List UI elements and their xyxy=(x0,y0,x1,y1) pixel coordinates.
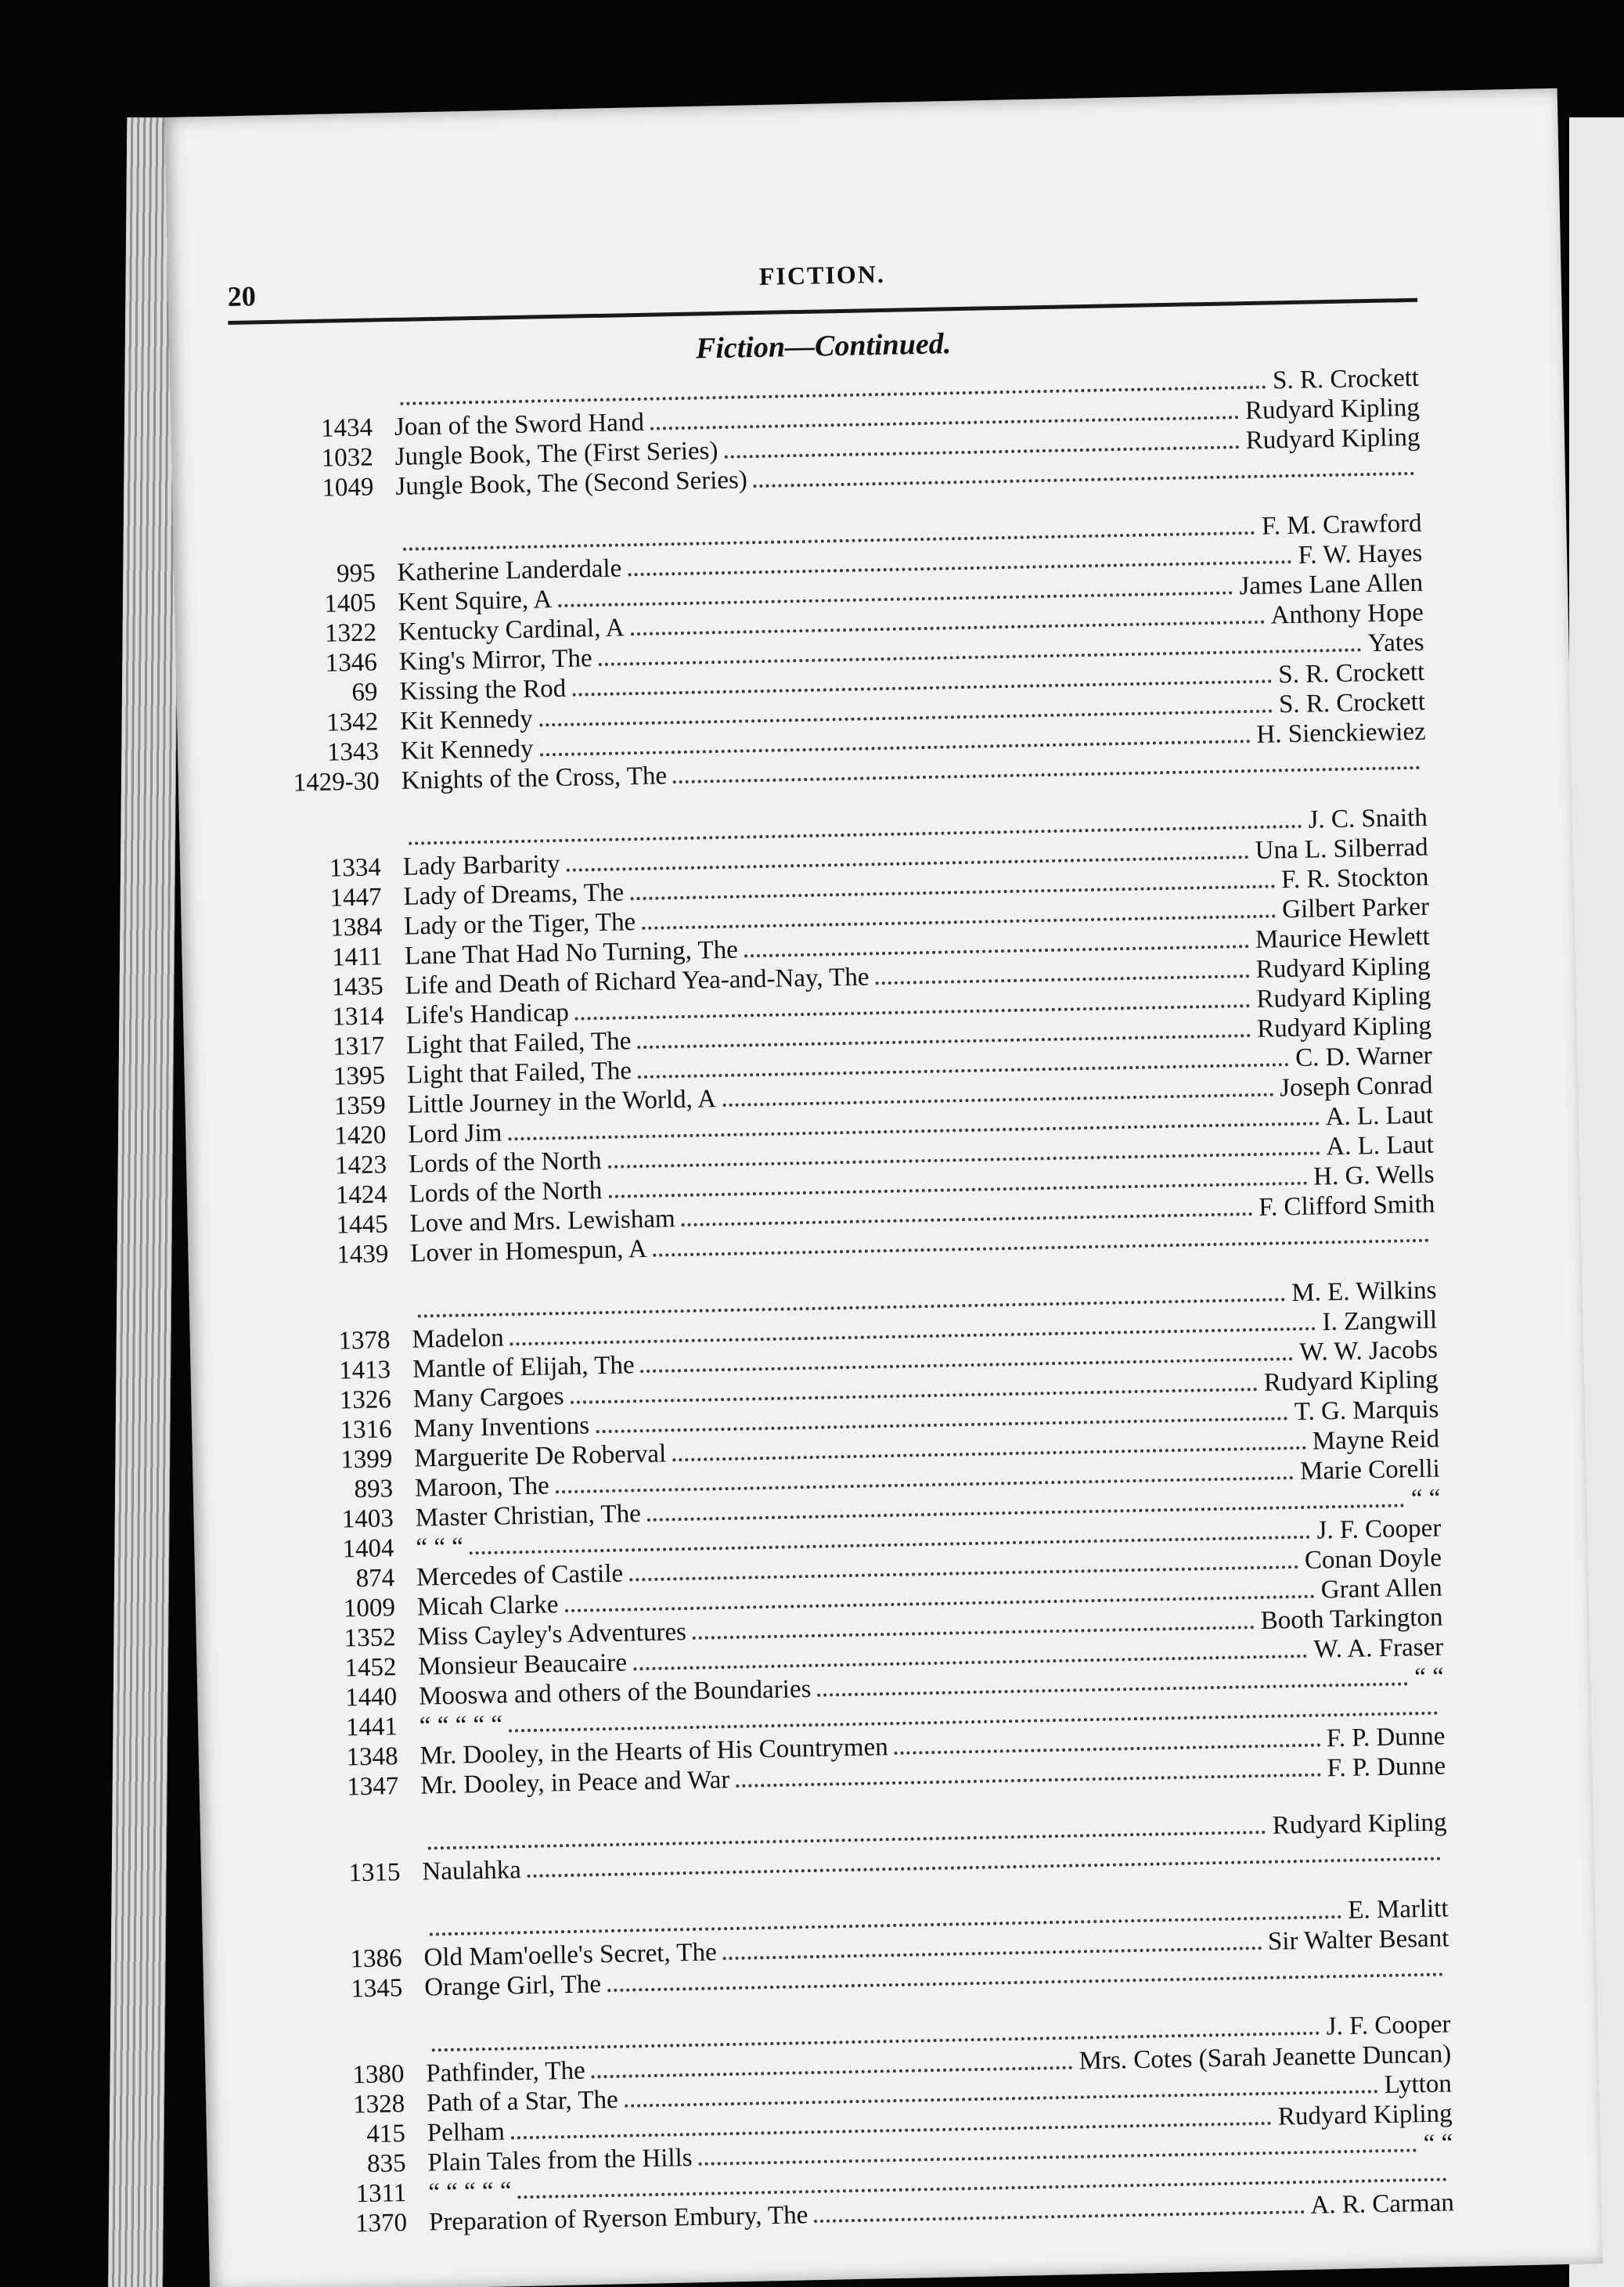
entry-author: Conan Doyle xyxy=(1304,1543,1442,1575)
entry-number: 1429-30 xyxy=(293,767,380,798)
entry-author: Mayne Reid xyxy=(1312,1424,1440,1456)
entry-author: Maurice Hewlett xyxy=(1255,922,1431,954)
entry-author: Rudyard Kipling xyxy=(1244,393,1421,426)
entry-title: Old Mam'oelle's Secret, The xyxy=(423,1938,718,1972)
entry-author: A. L. Laut xyxy=(1325,1100,1434,1132)
entry-author: F. W. Hayes xyxy=(1298,538,1423,570)
entry-number: 1440 xyxy=(344,1683,398,1713)
entry-author: E. Marlitt xyxy=(1347,1894,1449,1925)
entry-author: A. R. Carman xyxy=(1310,2188,1455,2220)
entry-number: 1386 xyxy=(350,1944,402,1974)
entry-number: 1384 xyxy=(329,913,383,942)
entry-author: M. E. Wilkins xyxy=(1291,1276,1437,1308)
entry-title: Lover in Homespun, A xyxy=(409,1234,648,1268)
entry-author: “ “ xyxy=(1423,2129,1453,2159)
entry-author: S. R. Crockett xyxy=(1272,363,1420,395)
entry-title: “ “ “ xyxy=(416,1532,464,1562)
entry-number: 1032 xyxy=(321,443,374,473)
entry-author: “ “ xyxy=(1414,1662,1445,1692)
entry-author: “ “ xyxy=(1410,1484,1441,1514)
entry-number: 1395 xyxy=(333,1061,386,1091)
entry-author: Yates xyxy=(1367,628,1424,658)
entry-number xyxy=(247,1318,412,1321)
entry-author: Mrs. Cotes (Sarah Jeanette Duncan) xyxy=(1078,2040,1452,2076)
entry-title: Mooswa and others of the Boundaries xyxy=(418,1675,812,1711)
entry-title: “ “ “ “ “ xyxy=(419,1710,503,1741)
entry-title: Lord Jim xyxy=(408,1118,502,1149)
entry-title: Naulahka xyxy=(422,1856,522,1886)
entry-number: 1411 xyxy=(331,942,383,972)
entry-author: T. G. Marquis xyxy=(1294,1395,1439,1427)
entry-number: 1311 xyxy=(355,2179,407,2209)
entry-number: 1399 xyxy=(340,1445,393,1475)
entry-number: 1326 xyxy=(339,1385,392,1415)
entry-author: Anthony Hope xyxy=(1270,598,1424,630)
entry-author: F. P. Dunne xyxy=(1326,1722,1446,1753)
entry-author: J. C. Snaith xyxy=(1308,803,1428,834)
entry-number: 1434 xyxy=(320,413,373,443)
entry-title: Pathfinder, The xyxy=(426,2056,586,2088)
entry-author: C. D. Warner xyxy=(1295,1041,1432,1072)
entry-number: 1315 xyxy=(348,1858,401,1888)
entry-title: Kent Squire, A xyxy=(397,585,553,617)
entry-author: Grant Allen xyxy=(1320,1573,1443,1605)
entry-author: Rudyard Kipling xyxy=(1255,952,1431,984)
entry-number: 1348 xyxy=(346,1742,398,1772)
entry-title: Kit Kennedy xyxy=(399,704,534,736)
entry-number: 1328 xyxy=(352,2090,405,2120)
entry-title: Mr. Dooley, in the Hearts of His Countrymen xyxy=(420,1733,889,1770)
entry-title: Life and Death of Richard Yea-and-Nay, The xyxy=(405,963,870,1000)
entry-author: J. F. Cooper xyxy=(1326,2010,1451,2041)
entry-title: “ “ “ “ “ xyxy=(427,2177,512,2207)
entry-author: I. Zangwill xyxy=(1322,1306,1438,1337)
entry-author: Booth Tarkington xyxy=(1260,1603,1443,1635)
entry-number: 1322 xyxy=(324,618,377,648)
entry-number: 1314 xyxy=(332,1002,384,1032)
entry-title: Preparation of Ryerson Embury, The xyxy=(428,2201,808,2237)
entry-author: W. A. Fraser xyxy=(1313,1633,1444,1664)
entry-number xyxy=(229,405,394,409)
entry-title: Mercedes of Castile xyxy=(416,1559,624,1592)
entry-number: 1345 xyxy=(350,1974,403,2004)
entry-number: 1049 xyxy=(322,473,374,502)
entry-title: Plain Tales from the Hills xyxy=(427,2144,693,2177)
entry-author: Rudyard Kipling xyxy=(1245,423,1421,456)
entry-number: 1370 xyxy=(355,2209,408,2238)
entry-number: 1380 xyxy=(352,2060,405,2090)
entry-number: 1435 xyxy=(331,972,384,1002)
entry-number: 1420 xyxy=(334,1121,387,1151)
entry-author: S. R. Crockett xyxy=(1277,657,1425,690)
entry-author: Joseph Conrad xyxy=(1279,1071,1433,1103)
entry-title: Monsieur Beaucaire xyxy=(418,1648,628,1681)
entry-title: Kit Kennedy xyxy=(400,734,534,765)
entry-number: 1352 xyxy=(344,1623,397,1653)
entry-title: Lords of the North xyxy=(408,1147,602,1179)
entry-number xyxy=(261,2052,426,2055)
entry-author: F. P. Dunne xyxy=(1327,1752,1446,1783)
entry-number: 1447 xyxy=(329,883,382,913)
entry-title: Life's Handicap xyxy=(405,998,570,1030)
entry-number: 1009 xyxy=(343,1594,396,1623)
entry-number: 1452 xyxy=(344,1653,397,1683)
entry-author: Rudyard Kipling xyxy=(1256,981,1431,1014)
entry-number: 1378 xyxy=(338,1326,391,1356)
entry-number: 1403 xyxy=(341,1504,394,1534)
entry-author: Rudyard Kipling xyxy=(1272,1808,1447,1840)
entry-title: Path of a Star, The xyxy=(426,2085,619,2118)
entry-title: Lady of Dreams, The xyxy=(403,878,625,911)
entry-number: 1317 xyxy=(332,1032,385,1061)
entry-number: 1405 xyxy=(323,589,376,618)
entry-number: 1413 xyxy=(338,1356,391,1385)
entry-author: F. R. Stockton xyxy=(1280,863,1429,895)
entry-title: Knights of the Cross, The xyxy=(401,762,668,795)
entry-title: Madelon xyxy=(412,1324,505,1354)
entry-number: 1404 xyxy=(342,1534,394,1564)
dot-leader xyxy=(895,1744,1320,1755)
entry-number: 69 xyxy=(351,678,378,708)
entry-number xyxy=(259,1936,423,1939)
entry-title: King's Mirror, The xyxy=(398,644,592,676)
entry-title: Lady Barbarity xyxy=(402,849,560,881)
entry-title: Master Christian, The xyxy=(415,1500,642,1532)
entry-number: 1343 xyxy=(326,737,380,767)
entry-number: 415 xyxy=(366,2120,406,2149)
entry-title: Jungle Book, The (Second Series) xyxy=(395,466,748,501)
entry-number: 1346 xyxy=(325,648,378,678)
entry-author: Marie Corelli xyxy=(1299,1454,1441,1486)
entry-title: Joan of the Sword Hand xyxy=(394,408,645,441)
entry-number: 835 xyxy=(366,2149,406,2179)
entry-number: 1445 xyxy=(336,1210,388,1240)
entry-title: Lady or the Tiger, The xyxy=(403,908,636,941)
entry-title: Katherine Landerdale xyxy=(397,554,622,587)
entry-title: Mantle of Elijah, The xyxy=(412,1351,635,1384)
entry-title: Maroon, The xyxy=(414,1471,550,1503)
entry-author: A. L. Laut xyxy=(1326,1130,1435,1162)
entry-author: James Lane Allen xyxy=(1239,568,1424,601)
entry-author: Sir Walter Besant xyxy=(1267,1924,1449,1956)
running-head: FICTION. xyxy=(758,259,886,290)
entry-author: W. W. Jacobs xyxy=(1298,1335,1439,1367)
entry-number: 893 xyxy=(354,1475,394,1504)
entry-author: Rudyard Kipling xyxy=(1256,1011,1432,1043)
entry-number: 995 xyxy=(336,559,376,589)
entry-number: 874 xyxy=(355,1564,395,1594)
entry-number xyxy=(257,1850,422,1853)
entry-number: 1441 xyxy=(345,1713,398,1742)
entry-number xyxy=(238,845,402,848)
entry-title: Many Inventions xyxy=(413,1411,590,1443)
entry-title: Orange Girl, The xyxy=(423,1970,602,2002)
dot-leader xyxy=(592,2066,1073,2079)
entry-title: Lane That Had No Turning, The xyxy=(404,935,739,971)
dot-leader xyxy=(876,974,1250,985)
entry-title: Many Cargoes xyxy=(412,1382,564,1414)
entry-title: Kentucky Cardinal, A xyxy=(398,614,625,646)
entry-author: F. Clifford Smith xyxy=(1258,1190,1435,1222)
entry-number: 1424 xyxy=(335,1180,388,1210)
entry-number xyxy=(232,551,397,554)
entry-title: Pelham xyxy=(427,2117,506,2148)
entry-author: H. G. Wells xyxy=(1313,1160,1435,1191)
entry-author: Lytton xyxy=(1384,2069,1453,2100)
entry-number: 1359 xyxy=(333,1091,386,1121)
fiction-list xyxy=(229,363,1454,2241)
entry-author: Rudyard Kipling xyxy=(1263,1365,1439,1397)
entry-title: Jungle Book, The (First Series) xyxy=(394,437,718,471)
entry-author: S. R. Crockett xyxy=(1278,687,1426,719)
entry-author: H. Sienckiewiez xyxy=(1256,717,1427,749)
entry-number: 1347 xyxy=(346,1772,399,1802)
entry-number: 1423 xyxy=(334,1151,387,1180)
entry-title: Lords of the North xyxy=(409,1176,603,1208)
page-number: 20 xyxy=(227,280,257,312)
section-title: Fiction—Continued. xyxy=(695,327,952,366)
entry-number: 1342 xyxy=(326,708,379,737)
entry-title: Light that Failed, The xyxy=(406,1057,632,1089)
entry-title: Light that Failed, The xyxy=(405,1027,632,1060)
entry-author: J. F. Cooper xyxy=(1316,1514,1442,1545)
entry-number: 1316 xyxy=(340,1415,392,1445)
page-content xyxy=(227,243,1454,2241)
entry-author: Gilbert Parker xyxy=(1281,892,1430,924)
entry-title: Mr. Dooley, in Peace and War xyxy=(420,1766,730,1800)
entry-author: Rudyard Kipling xyxy=(1277,2099,1453,2131)
entry-title: Micah Clarke xyxy=(416,1590,559,1622)
entry-title: Love and Mrs. Lewisham xyxy=(409,1205,675,1238)
entry-title: Miss Cayley's Adventures xyxy=(417,1618,687,1651)
entry-title: Little Journey in the World, A xyxy=(407,1085,717,1119)
entry-number: 1334 xyxy=(329,853,382,883)
entry-title: Kissing the Rod xyxy=(399,674,567,706)
entry-title: Marguerite De Roberval xyxy=(413,1439,667,1473)
entry-author: F. M. Crawford xyxy=(1261,509,1422,541)
entry-author: Una L. Silberrad xyxy=(1255,833,1428,865)
entry-number: 1439 xyxy=(336,1240,389,1270)
dot-leader xyxy=(814,2210,1304,2223)
